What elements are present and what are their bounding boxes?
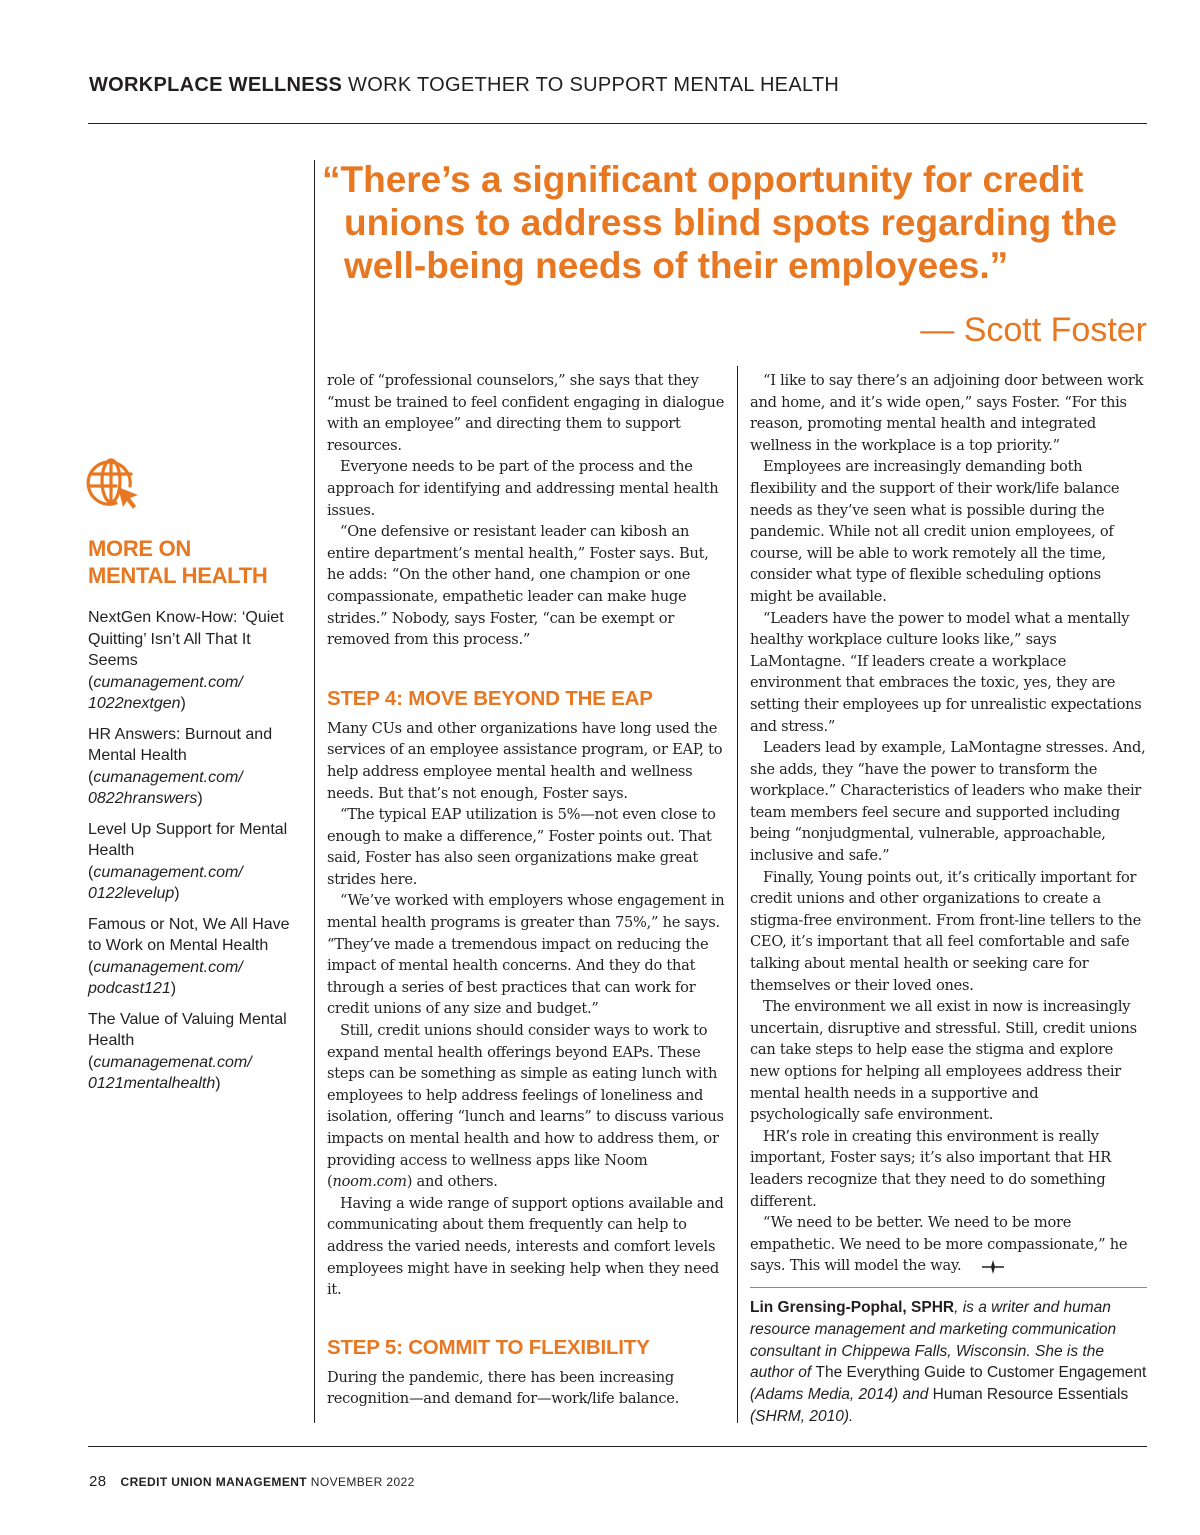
body-paragraph: The environment we all exist in now is increasingly uncertain, disruptive and stressful. Still, credit unions can take steps to help ease the stigma and explore new options for helping all employees address their mental health needs in a supportive and psychologically safe environment. (750, 998, 1137, 1124)
body-paragraph: Employees are increasingly demanding both flexibility and the support of their work/life balance needs as they’ve seen what is possible during the pandemic. While not all credit union employees, of course, will be able to work remotely all the time, consider what type of flexible scheduling options might be available. (750, 458, 1120, 605)
sidebar-item-url[interactable]: cumanagemenat.com/ 0121mentalhealth (88, 1053, 252, 1092)
sidebar-title-line: MORE ON (88, 536, 192, 561)
bio-divider (750, 1287, 1147, 1288)
sidebar-item-url[interactable]: cumanagement.com/ 0122levelup (88, 863, 243, 902)
body-paragraph: Everyone needs to be part of the process and the approach for identifying and addressing mental health issues. (327, 458, 719, 519)
body-paragraph (327, 1020, 725, 1193)
body-paragraph: Many CUs and other organizations have long used the services of an employee assistance program, or EAP, to help address employee mental health and wellness needs. But that’s not enough, Foster says. (327, 719, 723, 802)
magazine-name: CREDIT UNION MANAGEMENT (120, 1475, 308, 1489)
end-mark-icon (969, 1259, 991, 1273)
article-column-1 (327, 370, 725, 1410)
body-paragraph (750, 1212, 1147, 1277)
body-paragraph: “I like to say there’s an adjoining door between work and home, and it’s wide open,” says Foster. “For this reason, promoting mental health and integrated wellness in the workplace is a top priority.” (750, 372, 1144, 454)
body-text: ) and others. (406, 1173, 498, 1191)
header-subtitle: WORK TOGETHER TO SUPPORT MENTAL HEALTH (348, 74, 840, 96)
running-header (89, 74, 1149, 97)
body-paragraph: Having a wide range of support options available and communicating about them frequently can help to address the varied needs, interests and comfort levels employees might have in seeking help when they need it. (327, 1194, 724, 1299)
body-paragraph: Finally, Young points out, it’s critically important for credit unions and other organizations to create a stigma-free environment. From front-line tellers to the CEO, it’s important that all feel comfortable and safe talking about mental health or seeking care for themselves or their loved ones. (750, 868, 1141, 994)
bio-text: (SHRM, 2010). (750, 1407, 854, 1425)
pull-quote-line: well-being needs of their employees.” (344, 245, 1009, 286)
bio-text: (Adams Media, 2014) and (750, 1386, 933, 1404)
sidebar-links (88, 607, 303, 1104)
column-divider-left (314, 160, 315, 1423)
page-footer (89, 1473, 415, 1490)
sidebar-item-url[interactable]: cumanagement.com/ podcast121 (88, 958, 243, 997)
author-name: Lin Grensing-Pophal (750, 1299, 903, 1316)
column-divider-middle (737, 366, 738, 1423)
author-bio (750, 1297, 1150, 1428)
body-paragraph: role of “professional counselors,” she says that they “must be trained to feel confident engaging in dialogue with an employee” and directing them to support resources. (327, 372, 725, 454)
section-heading-step-5: STEP 5: COMMIT TO FLEXIBILITY (327, 1335, 650, 1359)
sidebar-item-title: HR Answers: Burnout and Mental Health (88, 725, 273, 764)
sidebar-item-url[interactable]: cumanagement.com/ 1022nextgen (88, 673, 243, 712)
book-title: The Everything Guide to Customer Engagement (815, 1364, 1147, 1382)
author-credential: , SPHR (902, 1299, 955, 1316)
article-column-2 (750, 370, 1147, 1277)
pull-quote-line: unions to address blind spots regarding the (344, 202, 1117, 243)
body-paragraph: “We’ve worked with employers whose engagement in mental health programs is greater than 75%,” he says. “They’ve made a tremendous impact on reducing the impact of mental health concerns. And they do that through a series of best practices that can work for credit unions of any size and budget.” (327, 892, 725, 1018)
sidebar-title (88, 535, 298, 589)
body-text: Still, credit unions should consider ways to work to expand mental health offerings beyond EAPs. These steps can be something as simple as eating lunch with employees to help address feelings of loneliness and isolation, offering “lunch and learns” to discuss various impacts on mental health and how to address them, or providing access to wellness apps like Noom ( (327, 1022, 724, 1191)
sidebar-item-url[interactable]: cumanagement.com/ 0822hranswers (88, 768, 243, 807)
sidebar-title-line: MENTAL HEALTH (88, 563, 268, 588)
body-paragraph: HR’s role in creating this environment is really important, Foster says; it’s also important that HR leaders recognize that they need to do something different. (750, 1127, 1112, 1210)
pull-quote-attribution: — Scott Foster (920, 311, 1147, 349)
sidebar-item[interactable]: HR Answers: Burnout and Mental Health (cumanagement.com/ 0822hranswers) (88, 724, 303, 810)
noom-link[interactable]: noom.com (332, 1173, 407, 1191)
sidebar-item-title: Famous or Not, We All Have to Work on Mental Health (88, 915, 290, 954)
pull-quote (322, 158, 1148, 287)
body-paragraph: “One defensive or resistant leader can kibosh an entire department’s mental health,” Foster says. But, he adds: “On the other hand, one champion or one compassionate, empathetic leader can make huge strides.” Nobody, says Foster, “can be exempt or removed from this process.” (327, 523, 709, 649)
footer-divider (88, 1446, 1147, 1447)
bio-text: , is a writer and human resource management and marketing communication consultant in Chippewa Falls, Wisconsin. She is the author of (750, 1299, 1117, 1382)
body-paragraph: During the pandemic, there has been increasing recognition—and demand for—work/life balance. (327, 1368, 680, 1408)
body-paragraph: “Leaders have the power to model what a mentally healthy workplace culture looks like,” says LaMontagne. “If leaders create a workplace environment that embraces the toxic, yes, they are setting their employees up for unrealistic expectations and stress.” (750, 609, 1142, 735)
body-text: “We need to be better. We need to be more empathetic. We need to be more compassionate,” he says. This will model the way. (750, 1214, 1128, 1275)
sidebar-item[interactable]: NextGen Know-How: ‘Quiet Quitting’ Isn’t All That It Seems (cumanagement.com/ 1022nextgen) (88, 607, 303, 715)
sidebar-item[interactable]: The Value of Valuing Mental Health (cumanagemenat.com/ 0121mentalhealth) (88, 1009, 303, 1095)
sidebar-item-title: NextGen Know-How: ‘Quiet Quitting’ Isn’t All That It Seems (88, 609, 284, 669)
sidebar-item-title: Level Up Support for Mental Health (88, 820, 288, 859)
sidebar-item[interactable]: Level Up Support for Mental Health (cumanagement.com/ 0122levelup) (88, 819, 303, 905)
section-heading-step-4: STEP 4: MOVE BEYOND THE EAP (327, 686, 653, 710)
body-paragraph: Leaders lead by example, LaMontagne stresses. And, she adds, they “have the power to transform the workplace.” Characteristics of leaders who make their team members feel secure and supported including being “nonjudgmental, vulnerable, approachable, inclusive and safe.” (750, 739, 1146, 865)
sidebar-item-title: The Value of Valuing Mental Health (88, 1010, 287, 1049)
globe-cursor-icon (86, 456, 142, 512)
issue-date: NOVEMBER 2022 (310, 1475, 415, 1489)
page-number: 28 (89, 1473, 107, 1490)
header-section: WORKPLACE WELLNESS (89, 74, 343, 96)
book-title: Human Resource Essentials (932, 1386, 1129, 1404)
sidebar-item[interactable]: Famous or Not, We All Have to Work on Mental Health (cumanagement.com/ podcast121) (88, 914, 303, 1000)
header-divider (88, 123, 1147, 124)
body-paragraph: “The typical EAP utilization is 5%—not even close to enough to make a difference,” Foster points out. That said, Foster has also seen organizations make great strides here. (327, 806, 716, 888)
pull-quote-line: “There’s a significant opportunity for credit (322, 159, 1084, 200)
